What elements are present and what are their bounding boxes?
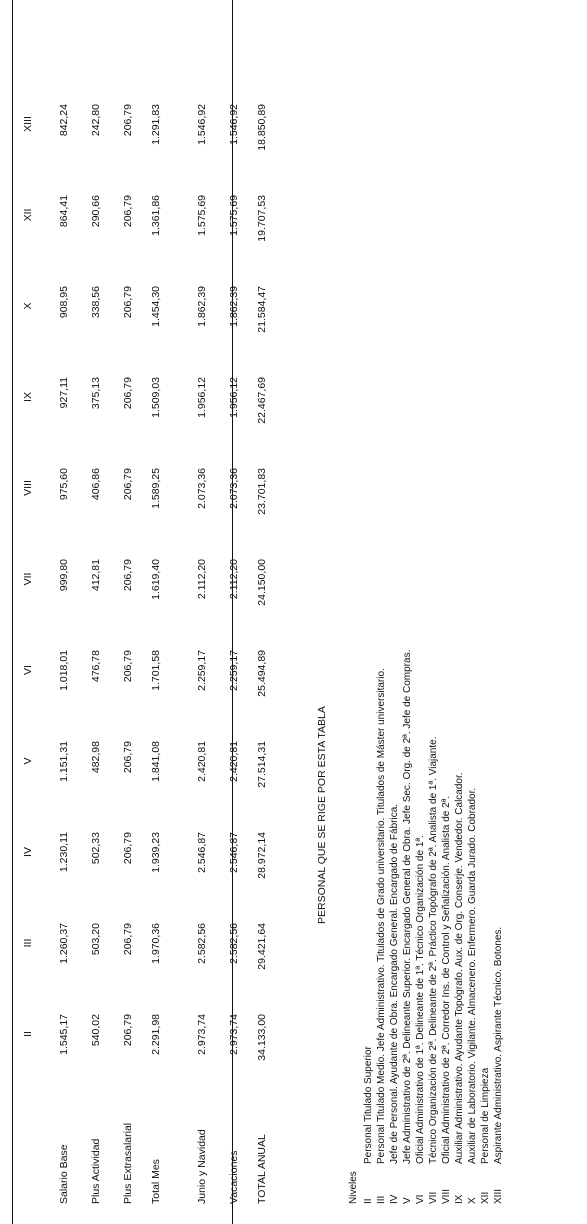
table-cell: 1.956,12 — [196, 377, 208, 418]
table-cell: 1.018,01 — [58, 650, 70, 691]
table-cell: 503,20 — [90, 923, 102, 956]
table-cell: 1.361,86 — [150, 195, 162, 236]
table-cell: 1.939,23 — [150, 832, 162, 873]
table-cell: 1.575,69 — [196, 195, 208, 236]
table-row — [148, 0, 164, 1224]
table-row — [56, 0, 72, 1224]
level-description: Aspirante Administrativo. Aspirante Técnico. Botones. — [493, 926, 504, 1164]
table-cell: 1.862,39 — [228, 286, 240, 327]
table-cell: 206,79 — [122, 923, 134, 956]
table-cell: 999,80 — [58, 559, 70, 592]
table-cell: 476,78 — [90, 650, 102, 683]
level-description: Personal Titulado Superior — [363, 1046, 374, 1164]
table-cell: 502,33 — [90, 832, 102, 865]
level-header: VII — [22, 572, 34, 586]
table-cell: 206,79 — [122, 468, 134, 501]
level-code: IX — [454, 1194, 465, 1204]
table-cell: 2.112,20 — [196, 559, 208, 600]
row-label: Salario Base — [58, 1144, 70, 1204]
level-header: VI — [22, 665, 34, 675]
table-cell: 375,13 — [90, 377, 102, 410]
table-total-rule — [232, 0, 233, 1224]
table-cell: 908,95 — [58, 286, 70, 319]
level-code: XII — [480, 1191, 491, 1204]
table-cell: 1.546,92 — [228, 104, 240, 145]
table-cell: 842,24 — [58, 104, 70, 137]
level-code: VIII — [441, 1188, 452, 1204]
table-cell: 412,81 — [90, 559, 102, 592]
level-description: Personal Titulado Medio. Jefe Administrativo. Titulados de Grado universitario. Titulados de Máster universitario. — [376, 668, 387, 1164]
row-label: Plus Extrasalarial — [122, 1122, 134, 1204]
table-cell: 1.589,25 — [150, 468, 162, 509]
table-cell: 28.972,14 — [256, 832, 268, 879]
table-total-row — [254, 0, 270, 1224]
table-cell: 1.545,17 — [58, 1014, 70, 1055]
table-cell: 2.259,17 — [196, 650, 208, 691]
table-cell: 27.514,31 — [256, 741, 268, 788]
table-cell: 927,11 — [58, 377, 70, 409]
table-row — [88, 0, 104, 1224]
table-row — [194, 0, 210, 1224]
level-code: VII — [428, 1191, 439, 1204]
table-cell: 242,80 — [90, 104, 102, 137]
level-header: III — [22, 938, 34, 948]
level-description: Personal de Limpieza — [480, 1067, 491, 1164]
table-cell: 290,66 — [90, 195, 102, 228]
table-cell: 1.841,08 — [150, 741, 162, 782]
table-cell: 2.582,56 — [228, 923, 240, 964]
table-cell: 1.509,03 — [150, 377, 162, 418]
table-header-row — [20, 0, 36, 1224]
table-cell: 540,02 — [90, 1014, 102, 1047]
level-description: Jefe Administrativo de 2ª. Delineante Superior. Encargado General de Obra. Jefe Sec. Org. de 2ª. Jefe de Compras. — [402, 649, 413, 1164]
level-description: Oficial Administrativo de 1ª. Delineante de 1ª. Técnico Organización de 1ª. — [415, 835, 426, 1164]
table-cell: 2.973,74 — [228, 1014, 240, 1055]
table-cell: 206,79 — [122, 104, 134, 137]
level-code: IV — [389, 1194, 400, 1204]
salary-table — [0, 0, 290, 1224]
row-label: Junio y Navidad — [196, 1129, 208, 1204]
level-code: XIII — [493, 1188, 504, 1204]
level-code: X — [467, 1197, 478, 1204]
level-header: IX — [22, 392, 34, 402]
level-header: XIII — [22, 116, 34, 132]
table-cell: 2.420,81 — [228, 741, 240, 782]
table-cell: 1.701,58 — [150, 650, 162, 691]
table-cell: 23.701,83 — [256, 468, 268, 515]
table-cell: 2.259,17 — [228, 650, 240, 691]
table-cell: 22.467,69 — [256, 377, 268, 424]
table-cell: 2.420,81 — [196, 741, 208, 782]
table-cell: 2.112,20 — [228, 559, 240, 600]
table-cell: 1.956,12 — [228, 377, 240, 418]
table-cell: 1.151,31 — [58, 741, 70, 782]
table-cell: 2.546,87 — [228, 832, 240, 873]
level-header: V — [22, 757, 34, 765]
table-cell: 206,79 — [122, 1014, 134, 1047]
table-cell: 18.850,89 — [256, 104, 268, 151]
row-label: TOTAL ANUAL — [256, 1134, 268, 1204]
table-cell: 2.073,36 — [196, 468, 208, 509]
level-header: VIII — [22, 480, 34, 496]
table-cell: 19.707,53 — [256, 195, 268, 242]
table-top-rule — [12, 0, 13, 1224]
level-header: X — [22, 302, 34, 310]
level-description: Auxiliar de Laboratorio. Vigilante. Almacenero. Enfermero. Guarda Jurado. Cobrador. — [467, 787, 478, 1164]
level-code: VI — [415, 1194, 426, 1204]
table-cell: 1.291,83 — [150, 104, 162, 145]
table-cell: 1.575,69 — [228, 195, 240, 236]
table-cell: 21.584,47 — [256, 286, 268, 333]
table-cell: 1.260,37 — [58, 923, 70, 964]
level-code: V — [402, 1197, 413, 1204]
level-code: III — [376, 1195, 387, 1204]
table-cell: 864,41 — [58, 195, 70, 228]
row-label: Vacaciones — [228, 1150, 240, 1204]
table-cell: 2.546,87 — [196, 832, 208, 873]
level-description: Oficial Administrativo de 2ª. Corredor Ins. de Control y Señalización. Analista de 2ª. — [441, 795, 452, 1164]
personnel-notes — [300, 0, 587, 1224]
level-header: XII — [22, 208, 34, 222]
table-cell: 1.619,40 — [150, 559, 162, 600]
table-cell: 206,79 — [122, 832, 134, 865]
table-row — [120, 0, 136, 1224]
table-cell: 482,98 — [90, 741, 102, 774]
row-label: Total Mes — [150, 1159, 162, 1204]
level-header: II — [22, 1031, 34, 1037]
table-cell: 25.494,89 — [256, 650, 268, 697]
table-cell: 206,79 — [122, 286, 134, 319]
notes-title: PERSONAL QUE SE RIGE POR ESTA TABLA — [316, 706, 328, 924]
table-cell: 206,79 — [122, 741, 134, 774]
levels-heading: Niveles — [348, 1171, 359, 1204]
table-cell: 24.150,00 — [256, 559, 268, 606]
table-cell: 206,79 — [122, 559, 134, 592]
table-cell: 2.973,74 — [196, 1014, 208, 1055]
table-cell: 1.862,39 — [196, 286, 208, 327]
table-cell: 34.133,00 — [256, 1014, 268, 1061]
level-description: Jefe de Personal. Ayudante de Obra. Encargado General. Encargado de Fábrica. — [389, 803, 400, 1164]
level-description: Técnico Organización de 2ª. Delineante de 2ª. Práctico Topógrafo de 2ª. Analista de 1ª. Viajante. — [428, 736, 439, 1164]
level-description: Auxiliar Administrativo. Ayudante Topógrafo. Aux. de Org. Conserje. Vendedor. Calcador. — [454, 772, 465, 1164]
table-cell: 2.291,98 — [150, 1014, 162, 1055]
table-cell: 206,79 — [122, 195, 134, 228]
table-cell: 1.546,92 — [196, 104, 208, 145]
level-header: IV — [22, 847, 34, 857]
table-cell: 338,56 — [90, 286, 102, 319]
table-cell: 206,79 — [122, 650, 134, 683]
table-cell: 1.230,11 — [58, 832, 70, 873]
table-cell: 975,60 — [58, 468, 70, 501]
table-cell: 1.970,36 — [150, 923, 162, 964]
table-cell: 2.073,36 — [228, 468, 240, 509]
table-cell: 1.454,30 — [150, 286, 162, 327]
table-cell: 29.421,64 — [256, 923, 268, 970]
table-cell: 406,86 — [90, 468, 102, 501]
level-code: II — [363, 1198, 374, 1204]
row-label: Plus Actividad — [90, 1138, 102, 1204]
table-row — [226, 0, 242, 1224]
table-cell: 2.582,56 — [196, 923, 208, 964]
table-cell: 206,79 — [122, 377, 134, 410]
